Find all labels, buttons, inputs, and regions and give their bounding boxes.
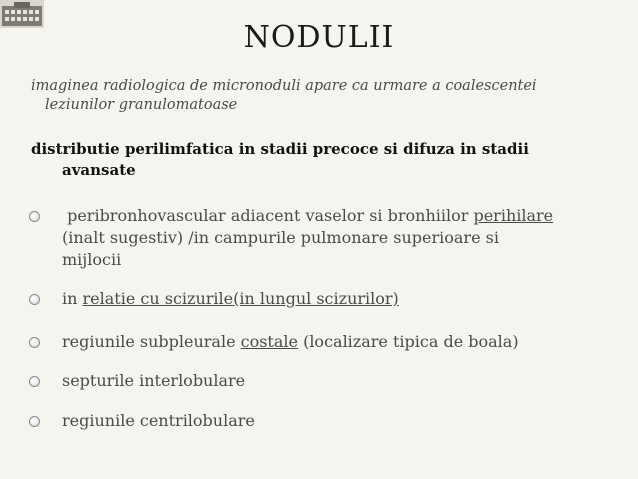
bullet-circle-icon [29,376,40,387]
item2-text-pre: in [62,289,83,308]
slide-title: NODULII [243,20,395,55]
item1-line-2: (inalt sugestiv) /in campurile pulmonare superioare si [62,228,499,247]
item1-line-3: mijlocii [62,250,122,269]
perihilare-link[interactable]: perihilare [473,206,554,225]
list-item-text [62,288,582,310]
costale-link[interactable]: costale [240,332,298,351]
distribution-line-1: distributie perilimfatica in stadii precoce si difuza in stadii [31,140,529,158]
item1-text-pre: peribronhovascular adiacent vaselor si bronhiilor [62,206,474,225]
list-item-text: septurile interlobulare [62,371,246,390]
intro-line-1: imaginea radiologica de micronoduli apare ca urmare a coalescentei [31,78,537,94]
item3-text-pre: regiunile subpleurale [62,332,241,351]
bullet-circle-icon [29,294,40,305]
list-item-text [62,205,582,271]
list-item-text: regiunile centrilobulare [62,411,255,430]
scizuri-link[interactable]: relatie cu scizurile(in lungul scizurilor) [82,289,399,308]
bullet-circle-icon [29,211,40,222]
item3-text-post: (localizare tipica de boala) [297,332,519,351]
distribution-line-2: avansate [62,161,136,179]
list-item-text [62,331,582,353]
bullet-circle-icon [29,337,40,348]
intro-line-2: leziunilor granulomatoase [45,97,238,113]
bullet-circle-icon [29,416,40,427]
